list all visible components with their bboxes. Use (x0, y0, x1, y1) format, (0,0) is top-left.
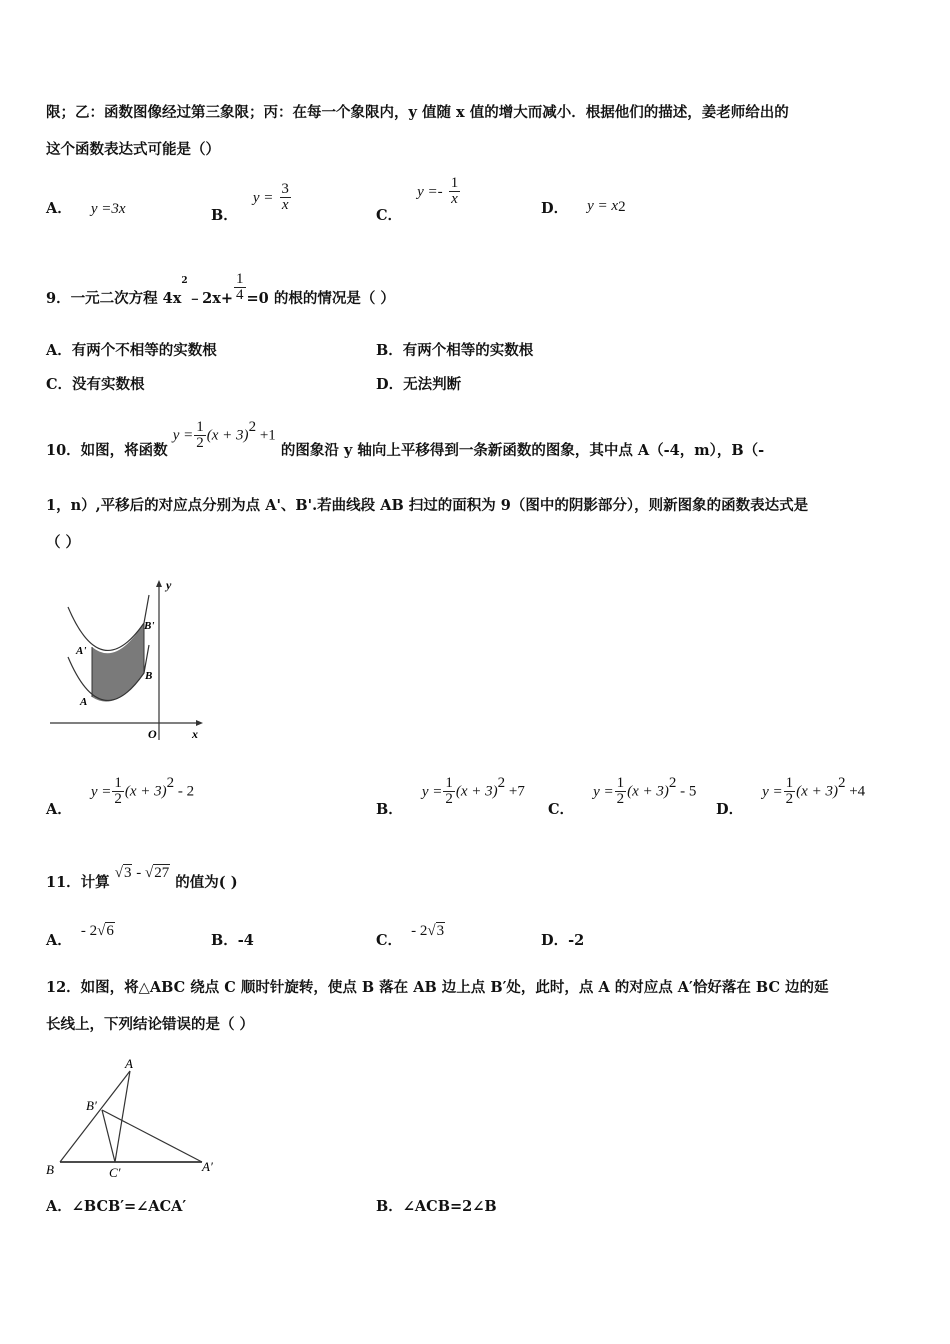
fraction: $\frac{1}{2}$ (196, 419, 204, 451)
x-axis-label: x (192, 727, 198, 741)
q8-option-b[interactable] (211, 181, 292, 224)
option-lhs: y = (252, 189, 274, 206)
origin-label: O (148, 727, 157, 741)
q11-option-a[interactable]: A． - 2√6 (46, 923, 114, 949)
q11-option-d[interactable]: D．-2 (541, 932, 585, 949)
segment-b-prime-c (102, 1110, 115, 1162)
q9-option-a[interactable]: A．有两个不相等的实数根 (46, 342, 217, 359)
q10-line2: 1，n）,平移后的对应点分别为点 A'、B'.若曲线段 AB 扫过的面积为 9（图中的阴影部分），则新图象的函数表达式是 (46, 497, 809, 514)
q10-option-d[interactable]: D． y = $\frac{1}{2}$ $(x + 3)^2 +4$ (716, 775, 866, 818)
point-b-label: B (46, 1162, 54, 1177)
q8-line2: 这个函数表达式可能是（） (46, 141, 220, 158)
point-a-prime-label: A' (76, 645, 87, 657)
y-axis-label: y (166, 578, 172, 592)
q11-option-b[interactable]: B．-4 (211, 932, 254, 949)
segment-a-c (115, 1071, 130, 1162)
q10-line3: （ ） (46, 534, 81, 551)
option-expr: y = x (587, 198, 619, 214)
q9-option-c[interactable]: C．没有实数根 (46, 376, 145, 393)
option-label: C． (376, 206, 403, 224)
point-b-prime-label: B' (144, 620, 155, 632)
q9-option-b[interactable]: B．有两个相等的实数根 (376, 342, 534, 359)
q9-option-d[interactable]: D．无法判断 (376, 376, 462, 393)
segment-b-prime-a-prime (102, 1110, 202, 1162)
q12-triangle-figure (40, 1055, 230, 1185)
q12-line1: 12．如图，将△ABC 绕点 C 顺时针旋转，使点 B 落在 AB 边上点 B′处，此时，点 A 的对应点 A′恰好落在 BC 边的延 (46, 979, 829, 996)
q8-option-a[interactable] (46, 200, 126, 218)
q8-option-c[interactable] (376, 175, 461, 224)
q11-option-c[interactable]: C． - 2√3 (376, 923, 445, 949)
q12-option-b[interactable]: B．∠ACB=2∠B (376, 1198, 497, 1215)
q12-option-a[interactable]: A．∠BCB′=∠ACA′ (46, 1198, 187, 1215)
q9-stem: 9．一元二次方程 $4x^2﹣2x+$ $\frac{1}{4}$ =0 的根的情况是（ ） (46, 271, 395, 307)
option-label: A． (46, 200, 72, 217)
option-expr: y =3x (90, 201, 126, 217)
point-b-label: B (145, 670, 153, 682)
q10-stem: 10．如图，将函数 y = $\frac{1}{2}$ $(x + 3)^2 +1$ 的图象沿 y 轴向上平移得到一条新函数的图象，其中点 A（-4，m），B（- (46, 419, 765, 459)
q10-parabola-figure (46, 575, 216, 745)
q10-option-c[interactable]: C． y = $\frac{1}{2}$ $(x + 3)^2 - 5$ (548, 775, 697, 818)
fraction: $\frac{3}{x}$ (281, 181, 289, 213)
point-a-label: A (125, 1056, 133, 1071)
option-label: B． (211, 206, 238, 224)
point-a-label: A (80, 696, 88, 708)
point-a-prime-label: A′ (202, 1159, 213, 1174)
segment-b-a (60, 1071, 130, 1162)
q10-option-b[interactable]: B． y = $\frac{1}{2}$ $(x + 3)^2 +7$ (376, 775, 525, 818)
q11-stem: 11．计算 √3 - √27 的值为( ) (46, 865, 238, 891)
q8-option-d[interactable]: D． $y = x^2$ (541, 198, 626, 217)
q12-line2: 长线上，下列结论错误的是（ ） (46, 1016, 255, 1033)
point-c-label: C′ (109, 1165, 121, 1180)
option-label: D． (541, 200, 569, 217)
q10-option-a[interactable]: A． y = $\frac{1}{2}$ $(x + 3)^2 - 2$ (46, 775, 195, 818)
shaded-region (92, 623, 144, 702)
q8-line1: 限；乙：函数图像经过第三象限；丙：在每一个象限内，y 值随 x 值的增大而减小．根据他们的描述，姜老师给出的 (46, 104, 789, 121)
point-b-prime-label: B′ (86, 1098, 97, 1113)
option-lhs: y =- (417, 183, 443, 200)
fraction: $\frac{1}{x}$ (450, 175, 459, 207)
fraction: $\frac{1}{4}$ (236, 271, 244, 303)
